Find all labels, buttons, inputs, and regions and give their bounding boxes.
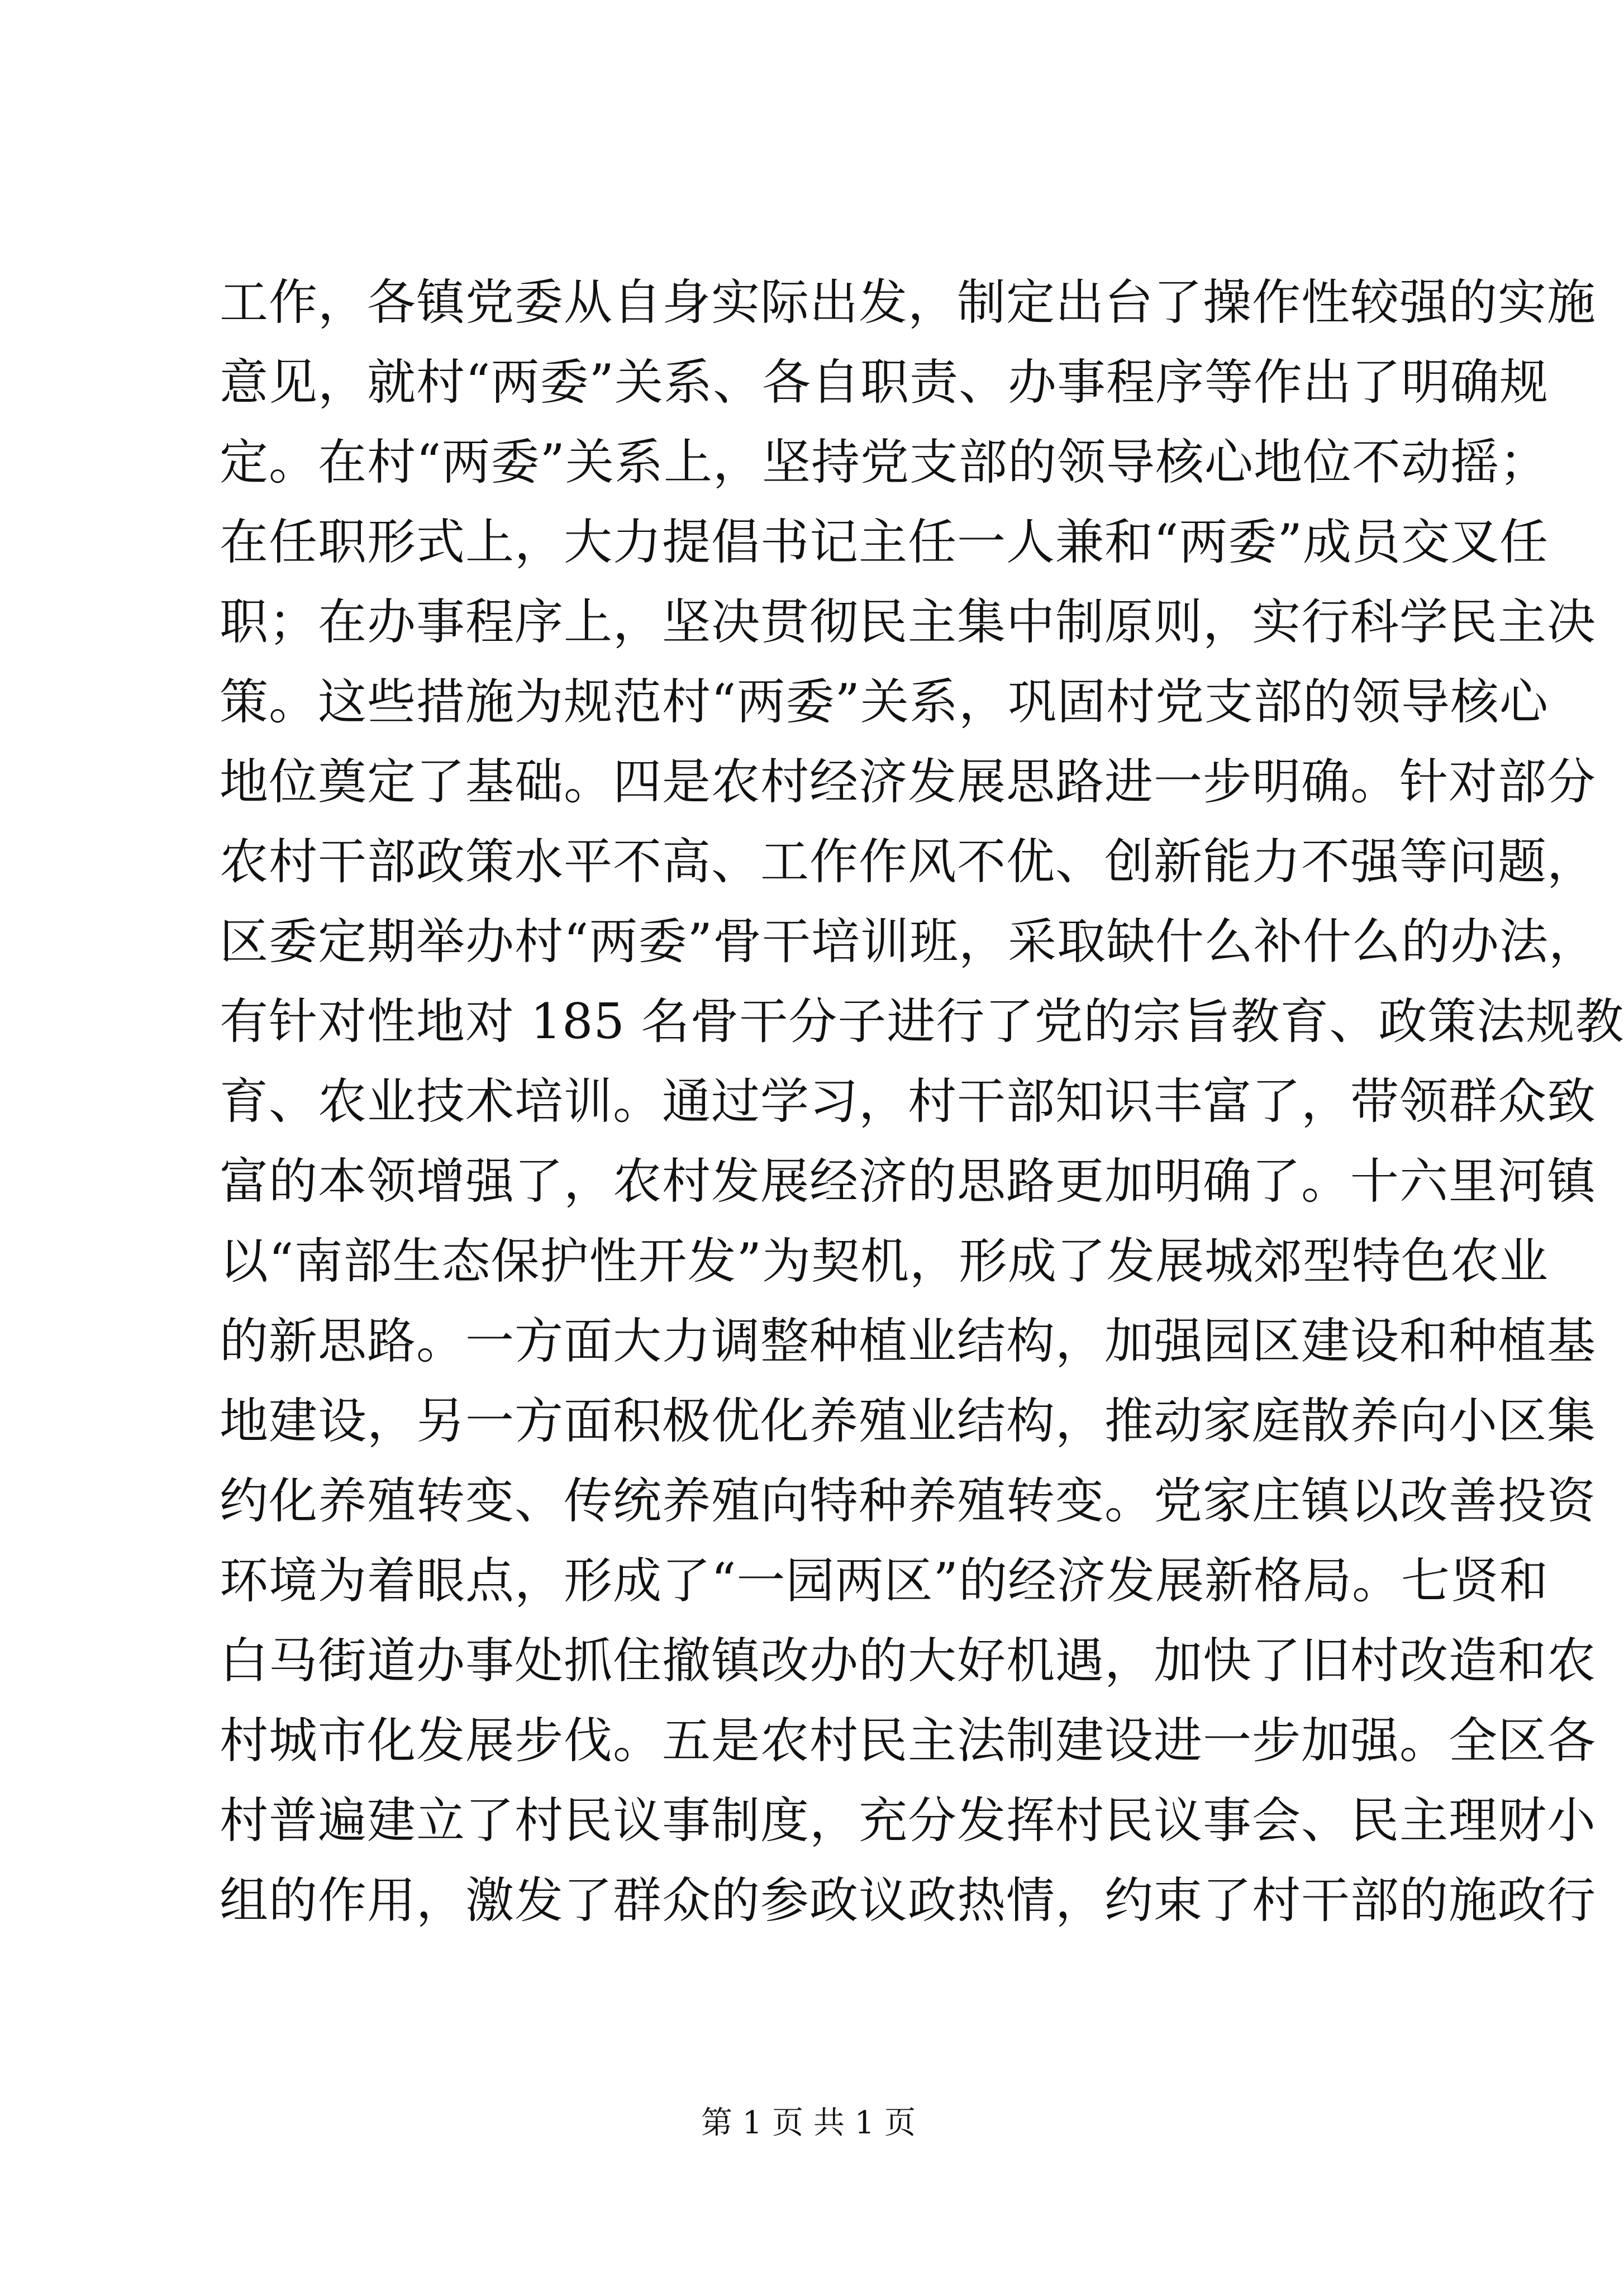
text-line: 工作，各镇党委从自身实际出发，制定出台了操作性较强的实施 <box>220 274 1596 331</box>
text-line: 意见，就村“两委”关系、各自职责、办事程序等作出了明确规 <box>220 354 1549 411</box>
text-line: 村普遍建立了村民议事制度，充分发挥村民议事会、民主理财小 <box>220 1792 1596 1849</box>
text-line: 组的作用，激发了群众的参政议政热情，约束了村干部的施政行 <box>220 1872 1596 1929</box>
text-line: 环境为着眼点，形成了“一园两区”的经济发展新格局。七贤和 <box>220 1552 1549 1609</box>
page-number-footer: 第 1 页 共 1 页 <box>701 2105 916 2141</box>
text-line: 策。这些措施为规范村“两委”关系，巩固村党支部的领导核心 <box>220 673 1549 730</box>
text-line: 地位奠定了基础。四是农村经济发展思路进一步明确。针对部分 <box>220 753 1596 810</box>
text-line: 区委定期举办村“两委”骨干培训班，采取缺什么补什么的办法， <box>220 913 1598 970</box>
text-line: 村城市化发展步伐。五是农村民主法制建设进一步加强。全区各 <box>220 1712 1596 1769</box>
text-line: 职；在办事程序上，坚决贯彻民主集中制原则，实行科学民主决 <box>220 593 1596 650</box>
text-line: 在任职形式上，大力提倡书记主任一人兼和“两委”成员交叉任 <box>220 513 1549 570</box>
text-line: 育、农业技术培训。通过学习，村干部知识丰富了，带领群众致 <box>220 1073 1596 1130</box>
body-text <box>220 263 1624 1941</box>
text-line: 地建设，另一方面积极优化养殖业结构，推动家庭散养向小区集 <box>220 1392 1596 1449</box>
text-line: 农村干部政策水平不高、工作作风不优、创新能力不强等问题， <box>220 833 1596 890</box>
text-line: 约化养殖转变、传统养殖向特种养殖转变。党家庄镇以改善投资 <box>220 1472 1596 1529</box>
text-line: 定。在村“两委”关系上，坚持党支部的领导核心地位不动摇； <box>220 434 1549 491</box>
text-line: 富的本领增强了，农村发展经济的思路更加明确了。十六里河镇 <box>220 1153 1596 1210</box>
text-line: 白马街道办事处抓住撤镇改办的大好机遇，加快了旧村改造和农 <box>220 1632 1596 1689</box>
text-line: 的新思路。一方面大力调整种植业结构，加强园区建设和种植基 <box>220 1313 1596 1370</box>
text-line: 以“南部生态保护性开发”为契机，形成了发展城郊型特色农业 <box>220 1233 1549 1290</box>
text-line: 有针对性地对 185 名骨干分子进行了党的宗旨教育、政策法规教 <box>220 993 1624 1050</box>
